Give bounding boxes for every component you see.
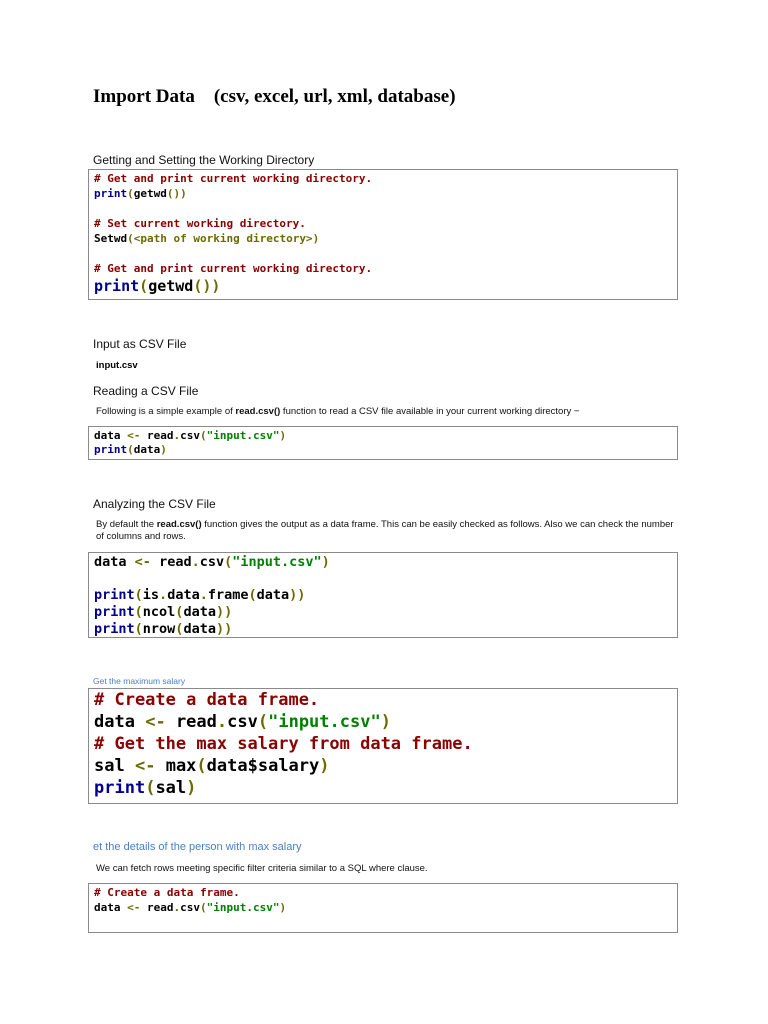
code-block-analyzing-csv	[88, 552, 678, 638]
code-line: # Get and print current working directory.	[94, 262, 373, 275]
code-line: print(sal)	[94, 778, 197, 798]
analyzing-csv-description: By default the read.csv() function gives the output as a data frame. This can be easily checked as follows. Also we can check the number of columns and rows.	[96, 519, 674, 542]
code-line: print(getwd())	[94, 187, 187, 200]
code-line: print(data)	[94, 443, 167, 456]
code-line: # Create a data frame.	[94, 690, 320, 710]
section-heading-working-directory: Getting and Setting the Working Directory	[93, 153, 315, 167]
code-line: data <- read.csv("input.csv")	[94, 901, 287, 914]
code-block-max-salary	[88, 688, 678, 804]
code-line: # Get the max salary from data frame.	[94, 734, 473, 754]
code-line: sal <- max(data$salary)	[94, 756, 330, 776]
code-line: print(nrow(data))	[94, 621, 233, 637]
code-line: # Get and print current working directory.	[94, 172, 373, 185]
section-heading-analyzing-csv: Analyzing the CSV File	[93, 497, 216, 511]
code-line: Setwd(<path of working directory>)	[94, 232, 320, 245]
code-line: print(ncol(data))	[94, 604, 233, 620]
code-block-filter	[88, 883, 678, 933]
code-line: # Set current working directory.	[94, 217, 306, 230]
code-line: data <- read.csv("input.csv")	[94, 554, 330, 570]
page-title: Import Data (csv, excel, url, xml, database)	[93, 86, 456, 107]
filename-label: input.csv	[96, 360, 138, 371]
code-line: print(is.data.frame(data))	[94, 587, 306, 603]
code-line: data <- read.csv("input.csv")	[94, 429, 287, 442]
code-block-read-csv	[88, 426, 678, 460]
code-block-working-directory	[88, 169, 678, 300]
code-line: # Create a data frame.	[94, 886, 240, 899]
section-heading-reading-csv: Reading a CSV File	[93, 384, 199, 398]
section-heading-input-csv: Input as CSV File	[93, 337, 187, 351]
max-salary-details-description: We can fetch rows meeting specific filter criteria similar to a SQL where clause.	[96, 863, 428, 874]
reading-csv-description: Following is a simple example of read.csv() function to read a CSV file available in your current working directory −	[96, 406, 580, 417]
section-heading-max-salary: Get the maximum salary	[93, 676, 186, 686]
code-line: print(getwd())	[94, 277, 221, 295]
code-line: data <- read.csv("input.csv")	[94, 712, 391, 732]
section-heading-max-salary-details: et the details of the person with max salary	[93, 841, 302, 853]
